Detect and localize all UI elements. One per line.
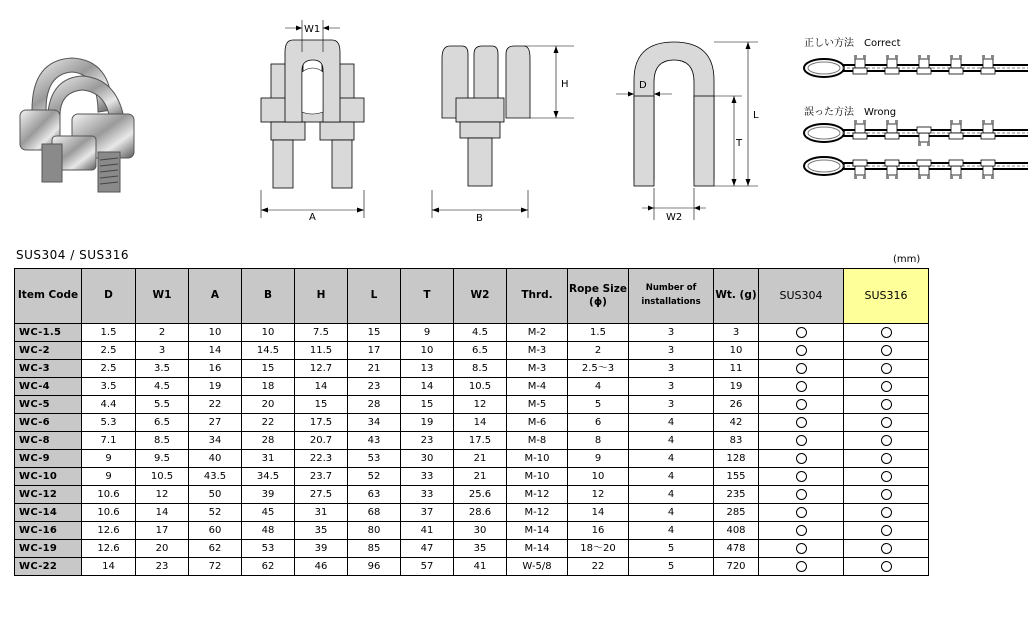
label-a: A [309,212,316,223]
cell-h: 27.5 [295,486,348,504]
cell-item-code: WC-4 [15,378,82,396]
cell-weight: 285 [714,504,759,522]
cell-w2: 21 [454,450,507,468]
cell-rope-size: 12 [568,486,629,504]
cell-weight: 11 [714,360,759,378]
available-circle-icon [796,471,807,482]
cell-thread: M-3 [507,360,568,378]
cell-w2: 12 [454,396,507,414]
available-circle-icon [881,417,892,428]
cell-d: 9 [82,468,136,486]
cell-weight: 19 [714,378,759,396]
label-t: T [736,138,743,149]
available-circle-icon [881,507,892,518]
cell-h: 7.5 [295,324,348,342]
cell-sus304 [759,558,844,576]
cell-installations: 4 [629,504,714,522]
table-row [15,324,929,342]
cell-item-code: WC-16 [15,522,82,540]
cell-installations: 3 [629,324,714,342]
u-bolt-diagram [612,30,772,226]
cell-sus304 [759,504,844,522]
available-circle-icon [881,363,892,374]
cell-rope-size: 8 [568,432,629,450]
cell-l: 52 [348,468,401,486]
cell-installations: 3 [629,378,714,396]
table-row [15,558,929,576]
cell-a: 40 [189,450,242,468]
table-row [15,504,929,522]
cell-item-code: WC-10 [15,468,82,486]
available-circle-icon [796,345,807,356]
cell-d: 7.1 [82,432,136,450]
cell-rope-size: 10 [568,468,629,486]
cell-a: 27 [189,414,242,432]
cell-b: 39 [242,486,295,504]
available-circle-icon [881,489,892,500]
cell-t: 37 [401,504,454,522]
usage-correct-rope [804,55,1028,77]
series-title: SUS304 / SUS316 [16,248,130,262]
cell-w1: 23 [136,558,189,576]
cell-d: 3.5 [82,378,136,396]
table-row [15,414,929,432]
cell-w2: 6.5 [454,342,507,360]
table-row [15,486,929,504]
cell-h: 35 [295,522,348,540]
cell-l: 63 [348,486,401,504]
cell-a: 62 [189,540,242,558]
cell-installations: 4 [629,468,714,486]
cell-item-code: WC-9 [15,450,82,468]
cell-w1: 20 [136,540,189,558]
available-circle-icon [881,381,892,392]
cell-installations: 4 [629,414,714,432]
available-circle-icon [796,543,807,554]
cell-d: 5.3 [82,414,136,432]
cell-w2: 30 [454,522,507,540]
cell-t: 33 [401,468,454,486]
table-row [15,522,929,540]
cell-thread: M-4 [507,378,568,396]
cell-b: 18 [242,378,295,396]
cell-sus304 [759,468,844,486]
cell-rope-size: 5 [568,396,629,414]
cell-t: 13 [401,360,454,378]
available-circle-icon [881,399,892,410]
cell-t: 30 [401,450,454,468]
cell-item-code: WC-22 [15,558,82,576]
cell-t: 41 [401,522,454,540]
cell-item-code: WC-12 [15,486,82,504]
cell-a: 34 [189,432,242,450]
cell-thread: M-8 [507,432,568,450]
available-circle-icon [881,327,892,338]
cell-weight: 83 [714,432,759,450]
cell-sus316 [844,378,929,396]
cell-h: 12.7 [295,360,348,378]
cell-h: 20.7 [295,432,348,450]
cell-b: 48 [242,522,295,540]
cell-h: 23.7 [295,468,348,486]
cell-d: 4.4 [82,396,136,414]
cell-thread: W-5/8 [507,558,568,576]
cell-thread: M-5 [507,396,568,414]
header-w2: W2 [454,269,507,324]
table-row [15,378,929,396]
cell-d: 10.6 [82,486,136,504]
cell-rope-size: 14 [568,504,629,522]
label-w1: W1 [304,24,321,35]
cell-item-code: WC-6 [15,414,82,432]
available-circle-icon [881,543,892,554]
product-photo [12,40,147,200]
cell-t: 57 [401,558,454,576]
available-circle-icon [796,453,807,464]
cell-h: 39 [295,540,348,558]
header-t: T [401,269,454,324]
available-circle-icon [796,435,807,446]
header-sus316: SUS316 [844,269,929,324]
cell-sus316 [844,468,929,486]
cell-item-code: WC-1.5 [15,324,82,342]
table-row [15,432,929,450]
cell-l: 80 [348,522,401,540]
cell-b: 15 [242,360,295,378]
cell-w1: 9.5 [136,450,189,468]
cell-sus304 [759,360,844,378]
cell-a: 19 [189,378,242,396]
available-circle-icon [881,525,892,536]
cell-b: 62 [242,558,295,576]
cell-w2: 14 [454,414,507,432]
cell-l: 68 [348,504,401,522]
cell-h: 46 [295,558,348,576]
available-circle-icon [796,417,807,428]
cell-item-code: WC-3 [15,360,82,378]
cell-w2: 41 [454,558,507,576]
label-l: L [753,110,759,121]
cell-d: 2.5 [82,360,136,378]
cell-t: 23 [401,432,454,450]
cell-weight: 720 [714,558,759,576]
cell-thread: M-6 [507,414,568,432]
cell-weight: 26 [714,396,759,414]
cell-w2: 17.5 [454,432,507,450]
cell-thread: M-12 [507,504,568,522]
cell-b: 31 [242,450,295,468]
cell-w2: 10.5 [454,378,507,396]
cell-installations: 4 [629,450,714,468]
cell-a: 22 [189,396,242,414]
cell-w2: 28.6 [454,504,507,522]
cell-installations: 5 [629,558,714,576]
table-row [15,450,929,468]
cell-sus304 [759,414,844,432]
cell-sus316 [844,522,929,540]
cell-d: 1.5 [82,324,136,342]
cell-sus316 [844,360,929,378]
spec-table [14,268,929,576]
cell-h: 31 [295,504,348,522]
cell-installations: 3 [629,396,714,414]
available-circle-icon [796,561,807,572]
cell-weight: 10 [714,342,759,360]
cell-weight: 155 [714,468,759,486]
header-weight: Wt. (g) [714,269,759,324]
table-row [15,468,929,486]
cell-w1: 17 [136,522,189,540]
cell-a: 16 [189,360,242,378]
cell-w2: 8.5 [454,360,507,378]
cell-l: 43 [348,432,401,450]
cell-rope-size: 2.5〜3 [568,360,629,378]
header-w1: W1 [136,269,189,324]
cell-d: 14 [82,558,136,576]
cell-t: 9 [401,324,454,342]
cell-w2: 25.6 [454,486,507,504]
cell-installations: 3 [629,342,714,360]
cell-thread: M-10 [507,468,568,486]
available-circle-icon [796,381,807,392]
cell-l: 23 [348,378,401,396]
available-circle-icon [796,489,807,500]
cell-w1: 5.5 [136,396,189,414]
cell-b: 34.5 [242,468,295,486]
cell-sus316 [844,342,929,360]
cell-w1: 12 [136,486,189,504]
cell-a: 50 [189,486,242,504]
cell-h: 15 [295,396,348,414]
cell-sus304 [759,432,844,450]
available-circle-icon [796,507,807,518]
cell-w1: 2 [136,324,189,342]
cell-l: 34 [348,414,401,432]
cell-w1: 3.5 [136,360,189,378]
table-row [15,360,929,378]
cell-rope-size: 18〜20 [568,540,629,558]
cell-item-code: WC-14 [15,504,82,522]
cell-item-code: WC-8 [15,432,82,450]
available-circle-icon [881,435,892,446]
cell-installations: 4 [629,486,714,504]
header-installations: Number of installations [629,269,714,324]
cell-item-code: WC-2 [15,342,82,360]
cell-b: 10 [242,324,295,342]
cell-d: 9 [82,450,136,468]
cell-weight: 408 [714,522,759,540]
cell-h: 17.5 [295,414,348,432]
cell-w1: 10.5 [136,468,189,486]
cell-sus316 [844,558,929,576]
header-a: A [189,269,242,324]
front-view-diagram [255,12,370,224]
cell-t: 15 [401,396,454,414]
cell-rope-size: 2 [568,342,629,360]
unit-label: (mm) [893,254,921,265]
header-h: H [295,269,348,324]
cell-sus304 [759,522,844,540]
cell-weight: 128 [714,450,759,468]
cell-sus304 [759,450,844,468]
cell-sus304 [759,324,844,342]
header-l: L [348,269,401,324]
cell-w2: 21 [454,468,507,486]
cell-l: 28 [348,396,401,414]
cell-t: 33 [401,486,454,504]
label-w2: W2 [666,212,683,223]
cell-weight: 42 [714,414,759,432]
cell-a: 52 [189,504,242,522]
cell-w2: 4.5 [454,324,507,342]
cell-a: 72 [189,558,242,576]
cell-item-code: WC-19 [15,540,82,558]
cell-rope-size: 9 [568,450,629,468]
available-circle-icon [796,525,807,536]
cell-thread: M-10 [507,450,568,468]
available-circle-icon [796,363,807,374]
cell-installations: 3 [629,360,714,378]
cell-d: 12.6 [82,540,136,558]
cell-h: 11.5 [295,342,348,360]
cell-sus316 [844,504,929,522]
label-d: D [639,80,647,91]
cell-b: 14.5 [242,342,295,360]
header-sus304: SUS304 [759,269,844,324]
cell-b: 22 [242,414,295,432]
cell-rope-size: 1.5 [568,324,629,342]
table-row [15,396,929,414]
cell-sus316 [844,414,929,432]
usage-wrong-rope-1 [804,120,1028,146]
cell-t: 10 [401,342,454,360]
cell-thread: M-3 [507,342,568,360]
cell-installations: 5 [629,540,714,558]
cell-installations: 4 [629,522,714,540]
cell-a: 60 [189,522,242,540]
cell-sus316 [844,540,929,558]
side-view-diagram [428,30,578,224]
cell-l: 17 [348,342,401,360]
cell-sus304 [759,486,844,504]
table-row [15,540,929,558]
cell-w1: 3 [136,342,189,360]
cell-w1: 6.5 [136,414,189,432]
cell-b: 28 [242,432,295,450]
available-circle-icon [796,399,807,410]
cell-sus316 [844,432,929,450]
cell-installations: 4 [629,432,714,450]
spec-table-header [15,269,929,324]
cell-t: 47 [401,540,454,558]
cell-rope-size: 4 [568,378,629,396]
cell-weight: 235 [714,486,759,504]
cell-b: 45 [242,504,295,522]
available-circle-icon [881,345,892,356]
cell-a: 43.5 [189,468,242,486]
cell-w1: 8.5 [136,432,189,450]
cell-thread: M-14 [507,540,568,558]
available-circle-icon [796,327,807,338]
table-row [15,342,929,360]
cell-l: 15 [348,324,401,342]
cell-sus316 [844,486,929,504]
cell-sus304 [759,396,844,414]
cell-w1: 14 [136,504,189,522]
header-rope-size: Rope Size (ϕ) [568,269,629,324]
available-circle-icon [881,453,892,464]
cell-t: 14 [401,378,454,396]
cell-h: 22.3 [295,450,348,468]
cell-rope-size: 22 [568,558,629,576]
cell-w1: 4.5 [136,378,189,396]
header-thread: Thrd. [507,269,568,324]
usage-correct-label: 正しい方法 Correct [804,38,901,49]
usage-illustrations [800,48,1030,193]
cell-h: 14 [295,378,348,396]
usage-wrong-label: 誤った方法 Wrong [804,107,897,118]
cell-l: 85 [348,540,401,558]
cell-sus316 [844,324,929,342]
cell-sus316 [844,450,929,468]
cell-l: 53 [348,450,401,468]
available-circle-icon [881,561,892,572]
cell-sus304 [759,342,844,360]
label-h: H [561,79,569,90]
cell-t: 19 [401,414,454,432]
usage-wrong-rope-2 [804,157,1028,179]
cell-rope-size: 16 [568,522,629,540]
cell-weight: 3 [714,324,759,342]
cell-sus316 [844,396,929,414]
cell-l: 21 [348,360,401,378]
cell-d: 2.5 [82,342,136,360]
cell-a: 10 [189,324,242,342]
available-circle-icon [881,471,892,482]
spec-table-body [15,324,929,576]
cell-a: 14 [189,342,242,360]
cell-b: 20 [242,396,295,414]
cell-thread: M-12 [507,486,568,504]
cell-sus304 [759,378,844,396]
header-d: D [82,269,136,324]
cell-l: 96 [348,558,401,576]
cell-item-code: WC-5 [15,396,82,414]
cell-thread: M-2 [507,324,568,342]
header-item-code: Item Code [15,269,82,324]
cell-rope-size: 6 [568,414,629,432]
cell-sus304 [759,540,844,558]
cell-weight: 478 [714,540,759,558]
header-b: B [242,269,295,324]
cell-d: 12.6 [82,522,136,540]
cell-thread: M-14 [507,522,568,540]
cell-b: 53 [242,540,295,558]
cell-d: 10.6 [82,504,136,522]
label-b: B [476,213,483,224]
cell-w2: 35 [454,540,507,558]
